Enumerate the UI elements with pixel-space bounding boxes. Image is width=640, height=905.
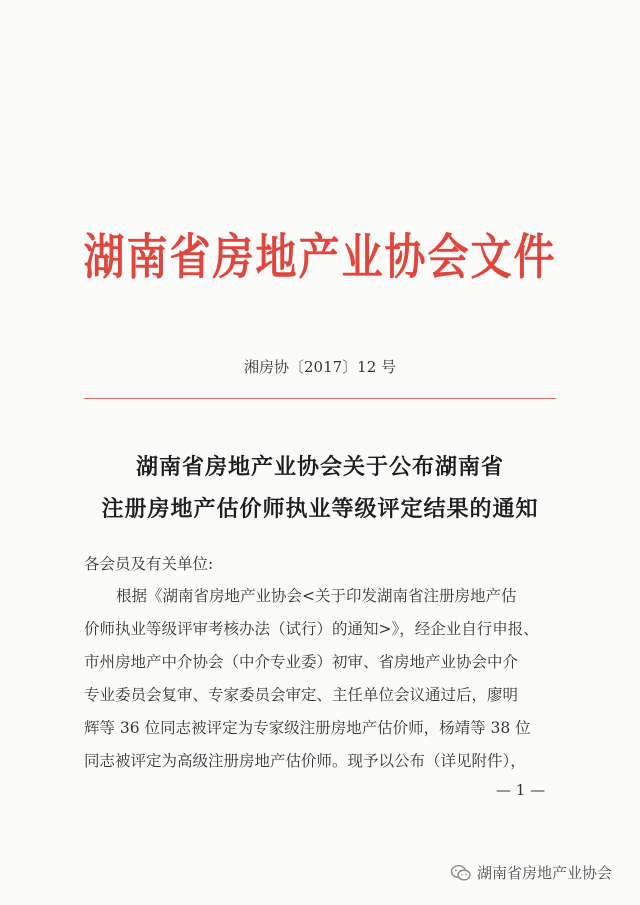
document-header-title: 湖南省房地产业协会文件 <box>83 228 557 286</box>
body-line-4: 专业委员会复审、专家委员会审定、主任单位会议通过后，廖明 <box>84 686 519 704</box>
headline-line-1: 湖南省房地产业协会关于公布湖南省 <box>135 454 504 480</box>
salutation: 各会员及有关单位: <box>84 555 214 573</box>
wechat-watermark <box>450 862 612 883</box>
body-line-3: 市州房地产中介协会（中介专业委）初审、省房地产业协会中介 <box>84 653 519 671</box>
wechat-icon <box>450 864 472 882</box>
document-number: 湘房协〔2017〕12 号 <box>243 358 397 376</box>
body-line-6: 同志被评定为高级注册房地产估价师。现予以公布（详见附件）， <box>84 752 526 770</box>
headline-line-2: 注册房地产估价师执业等级评定结果的通知 <box>101 496 539 522</box>
body-line-2: 价师执业等级评审考核办法（试行）的通知>》，经企业自行申报、 <box>84 620 539 638</box>
body-line-5: 辉等 36 位同志被评定为专家级注册房地产估价师，杨靖等 38 位 <box>84 719 531 737</box>
red-divider <box>84 398 556 399</box>
body-line-1: 根据《湖南省房地产业协会<关于印发湖南省注册房地产估 <box>116 587 517 605</box>
page-number: — 1 — <box>496 781 546 799</box>
watermark-text: 湖南省房地产业协会 <box>477 864 613 882</box>
